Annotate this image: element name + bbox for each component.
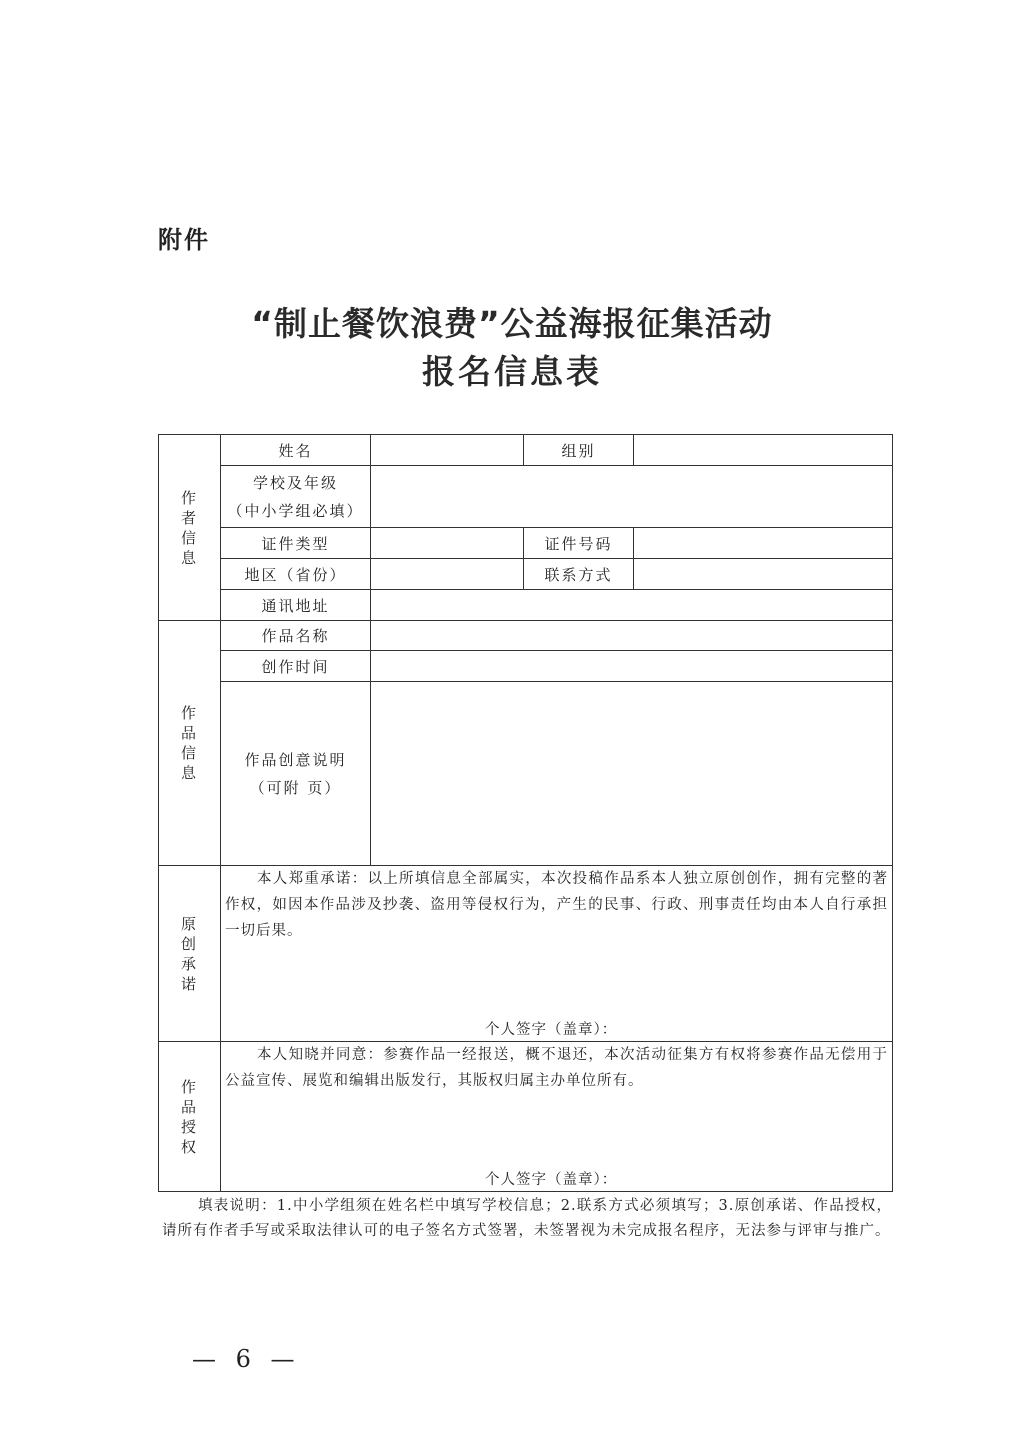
label-work-time: 创作时间: [221, 651, 371, 682]
contact-input-cell[interactable]: [634, 559, 893, 590]
work-time-input-cell[interactable]: [371, 651, 893, 682]
id-type-input-cell[interactable]: [371, 528, 524, 559]
form-title: “制止餐饮浪费”公益海报征集活动: [251, 304, 773, 343]
label-work-title: 作品名称: [221, 621, 371, 651]
label-id-type: 证件类型: [221, 528, 371, 559]
school-grade-input-cell[interactable]: [371, 466, 893, 528]
page-number: — 6 —: [192, 1345, 301, 1373]
section-author-info: 作 者 信 息: [159, 435, 221, 621]
label-id-number: 证件号码: [524, 528, 634, 559]
label-contact: 联系方式: [524, 559, 634, 590]
originality-pledge-text: 本人郑重承诺：以上所填信息全部属实，本次投稿作品系本人独立原创创作，拥有完整的著作权，如因本作品涉及抄袭、盗用等侵权行为，产生的民事、行政、刑事责任均由本人自行承担一切后果。: [225, 871, 888, 939]
region-input-cell[interactable]: [371, 559, 524, 590]
attachment-label: 附件: [158, 226, 210, 254]
section-originality-pledge: 原 创 承 诺: [159, 866, 221, 1042]
work-title-input-cell[interactable]: [371, 621, 893, 651]
registration-table: [158, 434, 893, 1192]
work-license-cell: [221, 1042, 893, 1192]
work-concept-input-cell[interactable]: [371, 682, 893, 866]
section-work-license: 作 品 授 权: [159, 1042, 221, 1192]
label-school-grade: 学校及年级 （中小学组必填）: [221, 466, 371, 528]
label-region: 地区（省份）: [221, 559, 371, 590]
label-address: 通讯地址: [221, 590, 371, 621]
label-work-concept: 作品创意说明 （可附 页）: [221, 682, 371, 866]
filling-instructions: 填表说明：1.中小学组须在姓名栏中填写学校信息；2.联系方式必须填写；3.原创承诺、作品授权，请所有作者手写或采取法律认可的电子签名方式签署，未签署视为未完成报名程序，无法参与评审与推广。: [162, 1198, 892, 1239]
originality-pledge-cell: [221, 866, 893, 1042]
name-input-cell[interactable]: [371, 435, 524, 466]
label-name: 姓名: [221, 435, 371, 466]
group-input-cell[interactable]: [634, 435, 893, 466]
pledge-signature-label[interactable]: 个人签字（盖章）：: [485, 1022, 618, 1038]
label-group: 组别: [524, 435, 634, 466]
id-number-input-cell[interactable]: [634, 528, 893, 559]
license-signature-label[interactable]: 个人签字（盖章）：: [485, 1172, 618, 1188]
work-license-text: 本人知晓并同意：参赛作品一经报送，概不退还，本次活动征集方有权将参赛作品无偿用于公益宣传、展览和编辑出版发行，其版权归属主办单位所有。: [225, 1047, 888, 1089]
form-subtitle: 报名信息表: [422, 352, 602, 391]
section-work-info: 作 品 信 息: [159, 621, 221, 866]
address-input-cell[interactable]: [371, 590, 893, 621]
